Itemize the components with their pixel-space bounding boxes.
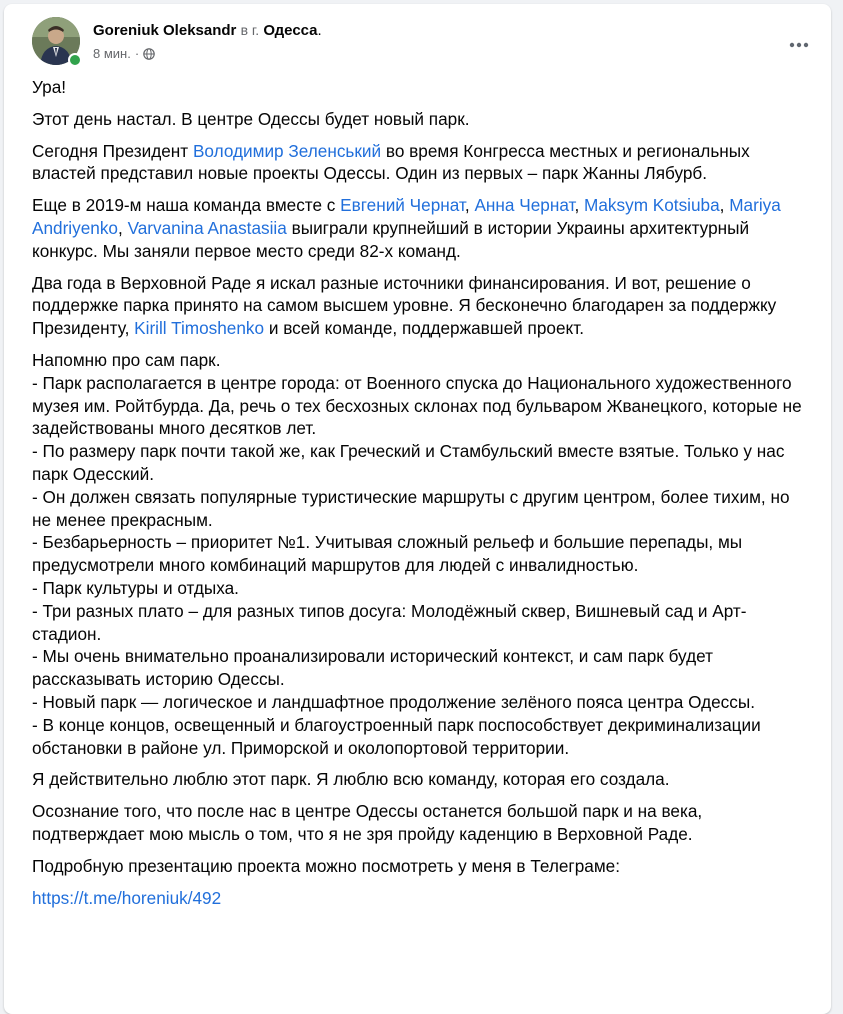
paragraph: Этот день настал. В центре Одессы будет новый парк.	[32, 108, 470, 129]
post-card	[4, 4, 831, 1014]
post-meta	[93, 46, 155, 61]
post-time[interactable]: 8 мин.	[93, 46, 131, 61]
mention-link[interactable]: Евгений Чернат	[340, 195, 465, 216]
comma: ,	[464, 195, 475, 216]
author-name[interactable]: Goreniuk Oleksandr	[93, 22, 237, 39]
paragraph: Я действительно люблю этот парк. Я люблю всю команду, которая его создала.	[32, 769, 670, 790]
paragraph: Подробную презентацию проекта можно посмотреть у меня в Телеграме:	[32, 855, 620, 876]
mention-link[interactable]: Varvanina Anastasiia	[127, 217, 287, 238]
paragraph-text: и всей команде, поддержавшей проект.	[264, 318, 584, 339]
paragraph: Ура!	[32, 77, 67, 97]
list-item: - Парк располагается в центре города: от Военного спуска до Национального художественного музея им. Ройтбурда. Да, речь о тех бесхозных склонах под бульваром Жванецкого, которые не задействованы много десятков лет.	[32, 372, 802, 439]
post-options-button[interactable]	[781, 27, 817, 63]
list-intro: Напомню про сам парк.	[32, 349, 221, 370]
mention-link[interactable]: Mariya Andriyenko	[32, 195, 781, 238]
mention-link[interactable]: Maksym Kotsiuba	[584, 195, 720, 216]
location-prefix: в г.	[240, 22, 260, 38]
comma: ,	[719, 195, 730, 216]
paragraph	[32, 887, 812, 910]
list-item: - Три разных плато – для разных типов досуга: Молодёжный сквер, Вишневый сад и Арт-стадион.	[32, 600, 747, 644]
author-line	[93, 22, 322, 39]
paragraph	[32, 272, 812, 340]
list-item: - Новый парк — логическое и ландшафтное продолжение зелёного пояса центра Одессы.	[32, 691, 755, 712]
comma: ,	[118, 217, 128, 238]
list-item: - В конце концов, освещенный и благоустроенный парк поспособствует декриминализации обстановки в районе ул. Приморской и околопортовой территории.	[32, 714, 761, 758]
paragraph: Осознание того, что после нас в центре Одессы останется большой парк и на века, подтверждает мою мысль о том, что я не зря пройду каденцию в Верховной Раде.	[32, 801, 703, 844]
mention-link[interactable]: Анна Чернат	[474, 195, 575, 216]
paragraph	[32, 194, 812, 262]
paragraph-text: Сегодня Президент	[32, 140, 193, 161]
mention-link[interactable]: Володимир Зеленський	[192, 140, 382, 161]
globe-icon[interactable]	[143, 48, 155, 60]
mention-link[interactable]: Kirill Timoshenko	[134, 318, 265, 339]
online-status-dot	[68, 53, 82, 67]
meta-separator: ·	[134, 46, 140, 61]
post-body	[32, 76, 812, 918]
post-header	[32, 17, 817, 67]
paragraph	[32, 140, 812, 186]
list-item: - Парк культуры и отдыха.	[32, 577, 239, 598]
list-item: - По размеру парк почти такой же, как Греческий и Стамбульский вместе взятые. Только у нас парк Одесский.	[32, 441, 785, 484]
park-features-list	[32, 349, 812, 759]
paragraph-text: Еще в 2019-м наша команда вместе с	[32, 195, 341, 216]
list-item: - Мы очень внимательно проанализировали исторический контекст, и сам парк будет рассказывать историю Одессы.	[32, 646, 713, 690]
paragraph-text: Два года в Верховной Раде я искал разные источники финансирования. И вот, решение о поддержке парка принято на самом высшем уровне. Я бесконечно благодарен за поддержку Президенту,	[32, 272, 777, 339]
location-suffix: .	[317, 22, 322, 39]
list-item: - Безбарьерность – приоритет №1. Учитывая сложный рельеф и большие перепады, мы предусмотрели много комбинаций маршрутов для людей с инвалидностью.	[32, 532, 743, 576]
comma: ,	[574, 195, 585, 216]
more-horizontal-icon	[789, 42, 809, 48]
location-city[interactable]: Одесса	[263, 22, 318, 39]
telegram-link[interactable]: https://t.me/horeniuk/492	[32, 887, 222, 908]
list-item: - Он должен связать популярные туристические маршруты с другим центром, более тихим, но не менее прекрасным.	[32, 486, 790, 530]
paragraph-text: выиграли крупнейший в истории Украины архитектурный конкурс. Мы заняли первое место среди 82-х команд.	[32, 217, 750, 261]
paragraph-text: во время Конгресса местных и региональных властей представил новые проекты Одессы. Один из первых – парк Жанны Лябурб.	[32, 140, 750, 184]
